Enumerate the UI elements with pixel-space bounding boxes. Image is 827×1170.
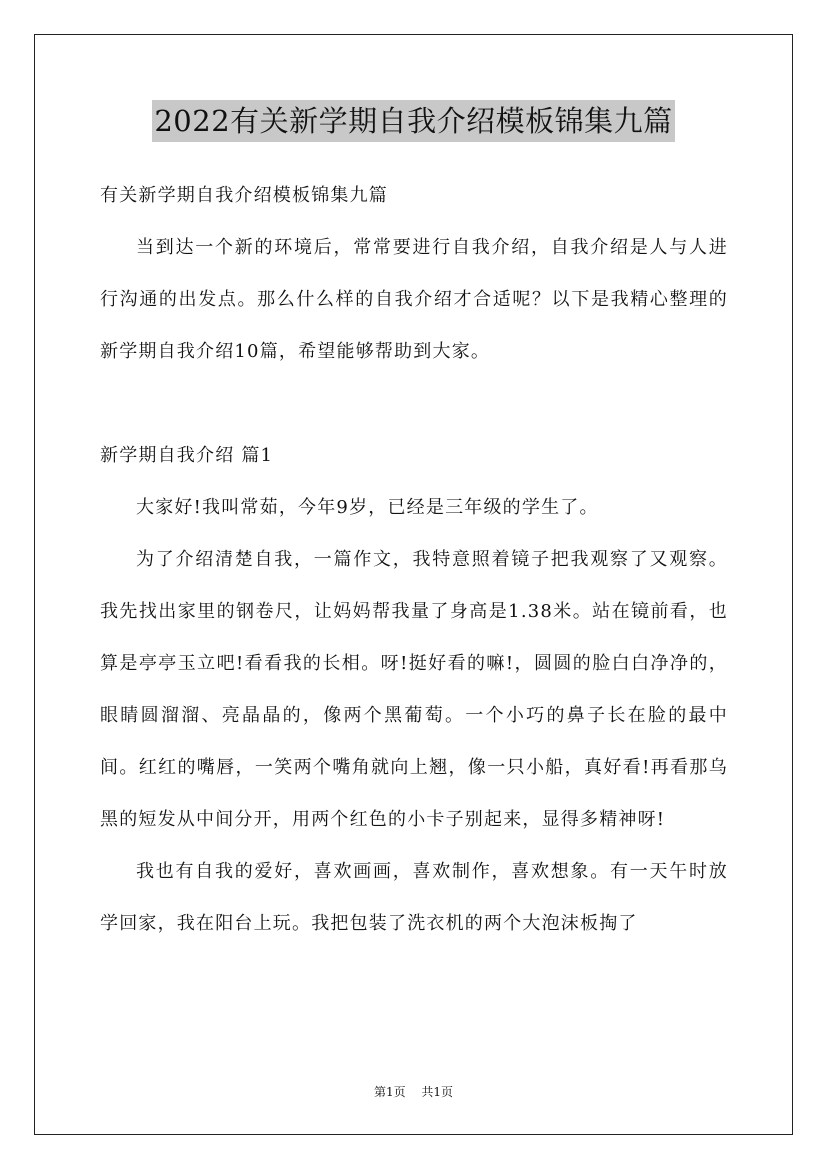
intro-paragraph: 当到达一个新的环境后，常常要进行自我介绍，自我介绍是人与人进行沟通的出发点。那么什么样的自我介绍才合适呢？以下是我精心整理的新学期自我介绍10篇，希望能够帮助到大家。 [100,237,728,362]
page-footer [0,1084,827,1100]
document-title: 2022有关新学期自我介绍模板锦集九篇 [152,100,674,142]
body-paragraph: 大家好!我叫常茹，今年9岁，已经是三年级的学生了。 [136,497,599,518]
title-area [0,100,827,142]
body-paragraph: 我也有自我的爱好，喜欢画画，喜欢制作，喜欢想象。有一天午时放学回家，我在阳台上玩。我把包装了洗衣机的两个大泡沫板掏了 [100,861,728,934]
section-heading: 新学期自我介绍 篇1 [100,445,274,466]
page-total: 共1页 [421,1085,454,1099]
document-subtitle: 有关新学期自我介绍模板锦集九篇 [100,185,388,206]
page-number: 第1页 [373,1085,406,1099]
section-spacer [100,378,728,430]
document-body [100,170,728,950]
body-paragraph: 为了介绍清楚自我，一篇作文，我特意照着镜子把我观察了又观察。我先找出家里的钢卷尺，让妈妈帮我量了身高是1.38米。站在镜前看，也算是亭亭玉立吧!看看我的长相。呀!挺好看的嘛!，圆圆的脸白白净净的，眼睛圆溜溜、亮晶晶的，像两个黑葡萄。一个小巧的鼻子长在脸的最中间。红红的嘴唇，一笑两个嘴角就向上翘，像一只小船，真好看!再看那乌黑的短发从中间分开，用两个红色的小卡子别起来，显得多精神呀! [100,549,728,830]
